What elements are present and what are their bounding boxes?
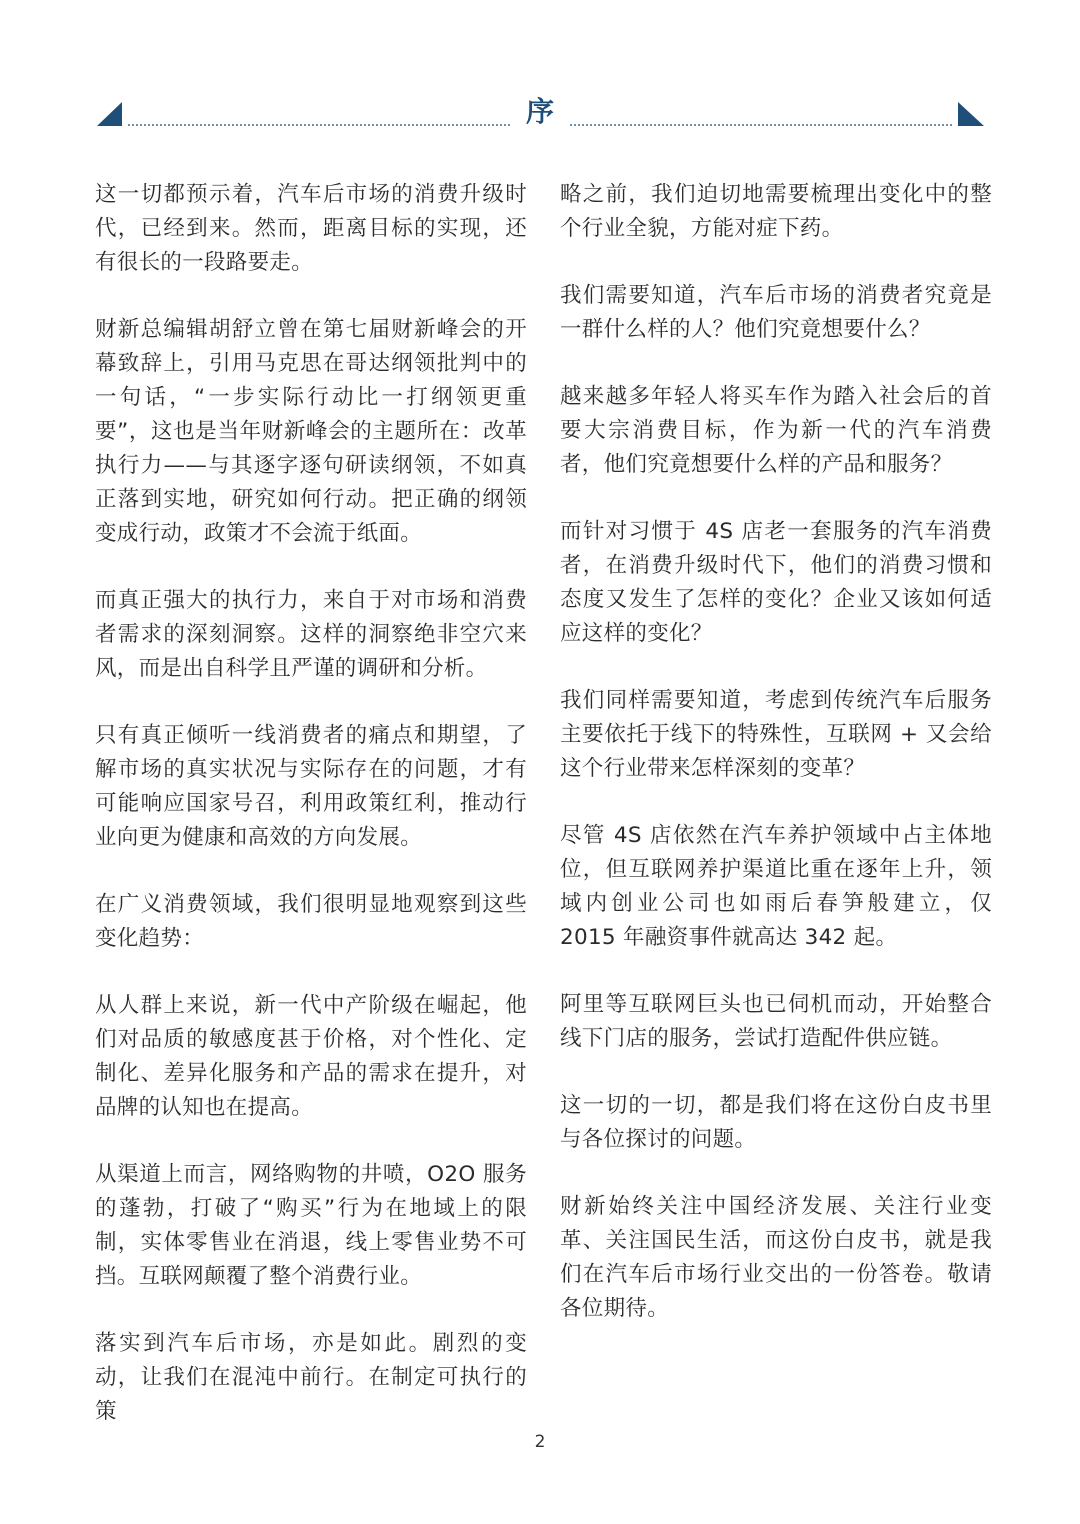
paragraph: 我们需要知道，汽车后市场的消费者究竟是一群什么样的人？他们究竟想要什么？ xyxy=(560,283,992,342)
paragraph: 而真正强大的执行力，来自于对市场和消费者需求的深刻洞察。这样的洞察绝非空穴来风，而是出自科学且严谨的调研和分析。 xyxy=(95,588,527,681)
paragraph: 从人群上来说，新一代中产阶级在崛起，他们对品质的敏感度甚于价格，对个性化、定制化、差异化服务和产品的需求在提升，对品牌的认知也在提高。 xyxy=(95,993,527,1120)
paragraph: 财新始终关注中国经济发展、关注行业变革、关注国民生活，而这份白皮书，就是我们在汽车后市场行业交出的一份答卷。敬请各位期待。 xyxy=(560,1194,992,1321)
paragraph: 阿里等互联网巨头也已伺机而动，开始整合线下门店的服务，尝试打造配件供应链。 xyxy=(560,992,992,1051)
page-title: 序 xyxy=(525,95,554,128)
paragraph: 从渠道上而言，网络购物的井喷，O2O 服务的蓬勃，打破了“购买”行为在地域上的限制，实体零售业在消退，线上零售业势不可挡。互联网颠覆了整个消费行业。 xyxy=(95,1162,527,1289)
paragraph: 尽管 4S 店依然在汽车养护领域中占主体地位，但互联网养护渠道比重在逐年上升，领域内创业公司也如雨后春笋般建立，仅 2015 年融资事件就高达 342 起。 xyxy=(560,823,992,950)
right-triangle-ornament xyxy=(958,102,984,126)
left-column xyxy=(95,178,527,1462)
paragraph: 这一切都预示着，汽车后市场的消费升级时代，已经到来。然而，距离目标的实现，还有很长的一段路要走。 xyxy=(95,182,527,275)
paragraph: 越来越多年轻人将买车作为踏入社会后的首要大宗消费目标，作为新一代的汽车消费者，他们究竟想要什么样的产品和服务？ xyxy=(560,384,992,477)
left-triangle-ornament xyxy=(97,102,122,126)
paragraph: 而针对习惯于 4S 店老一套服务的汽车消费者，在消费升级时代下，他们的消费习惯和态度又发生了怎样的变化？企业又该如何适应这样的变化？ xyxy=(560,519,992,646)
page-number: 2 xyxy=(534,1432,546,1452)
page-header xyxy=(0,0,1080,140)
paragraph: 我们同样需要知道，考虑到传统汽车后服务主要依托于线下的特殊性，互联网 + 又会给这个行业带来怎样深刻的变革？ xyxy=(560,688,992,781)
paragraph: 落实到汽车后市场，亦是如此。剧烈的变动，让我们在混沌中前行。在制定可执行的策 xyxy=(95,1331,527,1424)
right-column xyxy=(560,178,992,1359)
paragraph: 略之前，我们迫切地需要梳理出变化中的整个行业全貌，方能对症下药。 xyxy=(560,182,992,241)
paragraph: 财新总编辑胡舒立曾在第七届财新峰会的开幕致辞上，引用马克思在哥达纲领批判中的一句话，“一步实际行动比一打纲领更重要”，这也是当年财新峰会的主题所在：改革执行力——与其逐字逐句研读纲领，不如真正落到实地，研究如何行动。把正确的纲领变成行动，政策才不会流于纸面。 xyxy=(95,317,527,546)
paragraph: 只有真正倾听一线消费者的痛点和期望，了解市场的真实状况与实际存在的问题，才有可能响应国家号召，利用政策红利，推动行业向更为健康和高效的方向发展。 xyxy=(95,723,527,850)
paragraph: 在广义消费领域，我们很明显地观察到这些变化趋势： xyxy=(95,892,527,951)
paragraph: 这一切的一切，都是我们将在这份白皮书里与各位探讨的问题。 xyxy=(560,1093,992,1152)
